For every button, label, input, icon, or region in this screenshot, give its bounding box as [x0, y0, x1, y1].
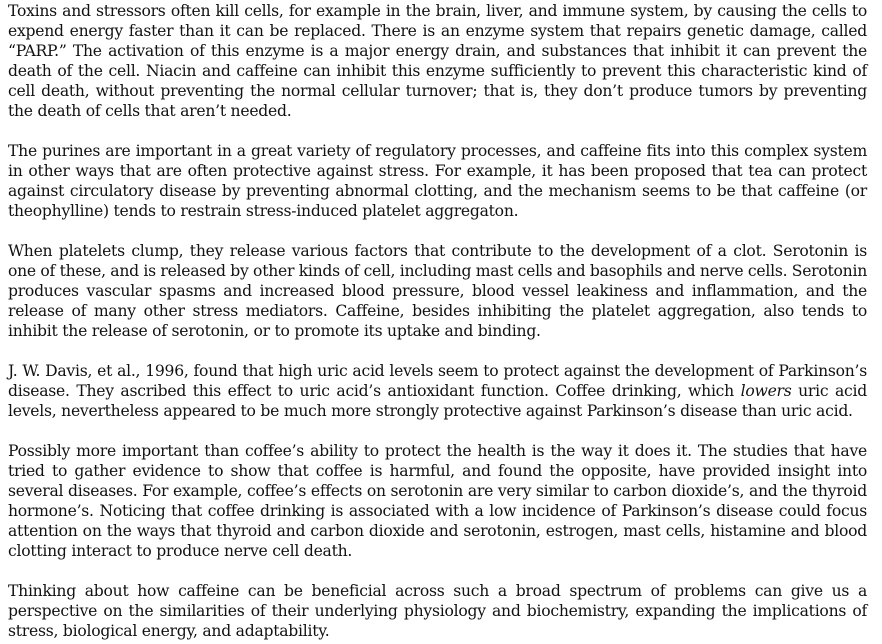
emphasis-lowers: lowers — [740, 382, 792, 400]
text-line: release of many other stress mediators. Caffeine, besides inhibiting the platelet aggregation, also tends to — [8, 302, 867, 320]
text-line: Thinking about how caffeine can be beneficial across such a broad spectrum of problems can give us a — [8, 582, 867, 600]
text-line: against circulatory disease by preventing abnormal clotting, and the mechanism seems to be that caffeine (or — [8, 182, 867, 200]
text-line: hormone’s. Noticing that coffee drinking is associated with a low incidence of Parkinson’s disease could focus — [8, 502, 867, 520]
text-line: expend energy faster than it can be replaced. There is an enzyme system that repairs genetic damage, called — [8, 22, 867, 40]
text-line: the death of cells that aren’t needed. — [8, 102, 292, 120]
text-line: The purines are important in a great variety of regulatory processes, and caffeine fits into this complex system — [8, 142, 867, 160]
text-line: attention on the ways that thyroid and carbon dioxide and serotonin, estrogen, mast cells, histamine and blood — [8, 522, 867, 540]
text-line: clotting interact to produce nerve cell death. — [8, 542, 353, 560]
text-line: levels, nevertheless appeared to be much more strongly protective against Parkinson’s disease than uric acid. — [8, 402, 853, 420]
paragraph-coffee-health — [8, 441, 867, 561]
text-line: several diseases. For example, coffee’s effects on serotonin are very similar to carbon dioxide’s, and the thyroid — [8, 482, 867, 500]
article-body — [8, 1, 867, 641]
text-line: stress, biological energy, and adaptability. — [8, 622, 330, 640]
text-segment: disease. They ascribed this effect to uric acid’s antioxidant function. Coffee drinking, which — [8, 382, 741, 400]
paragraph-platelets — [8, 241, 867, 341]
text-line: perspective on the similarities of their underlying physiology and biochemistry, expanding the implications of — [8, 602, 867, 620]
text-line: death of the cell. Niacin and caffeine can inhibit this enzyme sufficiently to prevent this characteristic kind of — [8, 62, 867, 80]
text-line: J. W. Davis, et al., 1996, found that high uric acid levels seem to protect against the development of Parkinson’s — [8, 362, 868, 380]
paragraph-purines — [8, 141, 867, 221]
text-line: one of these, and is released by other kinds of cell, including mast cells and basophils and nerve cells. Serotonin — [8, 262, 868, 280]
text-line: cell death, without preventing the normal cellular turnover; that is, they don’t produce tumors by preventing — [8, 82, 867, 100]
text-line: produces vascular spasms and increased blood pressure, blood vessel leakiness and inflammation, and the — [8, 282, 867, 300]
text-segment: uric acid — [791, 382, 867, 400]
text-line: Possibly more important than coffee’s ability to protect the health is the way it does it. The studies that have — [8, 442, 867, 460]
text-line: inhibit the release of serotonin, or to promote its uptake and binding. — [8, 322, 541, 340]
paragraph-conclusion — [8, 581, 867, 641]
text-line: tried to gather evidence to show that coffee is harmful, and found the opposite, have provided insight into — [8, 462, 867, 480]
paragraph-uric-acid — [8, 361, 867, 421]
text-line: When platelets clump, they release various factors that contribute to the development of a clot. Serotonin is — [8, 242, 867, 260]
text-line: “PARP.” The activation of this enzyme is a major energy drain, and substances that inhibit it can prevent the — [8, 42, 867, 60]
text-line: theophylline) tends to restrain stress-induced platelet aggregaton. — [8, 202, 519, 220]
text-line: in other ways that are often protective against stress. For example, it has been proposed that tea can protect — [8, 162, 867, 180]
paragraph-parp — [8, 1, 867, 121]
text-line: Toxins and stressors often kill cells, for example in the brain, liver, and immune system, by causing the cells to — [8, 2, 867, 20]
text-line — [8, 381, 867, 401]
